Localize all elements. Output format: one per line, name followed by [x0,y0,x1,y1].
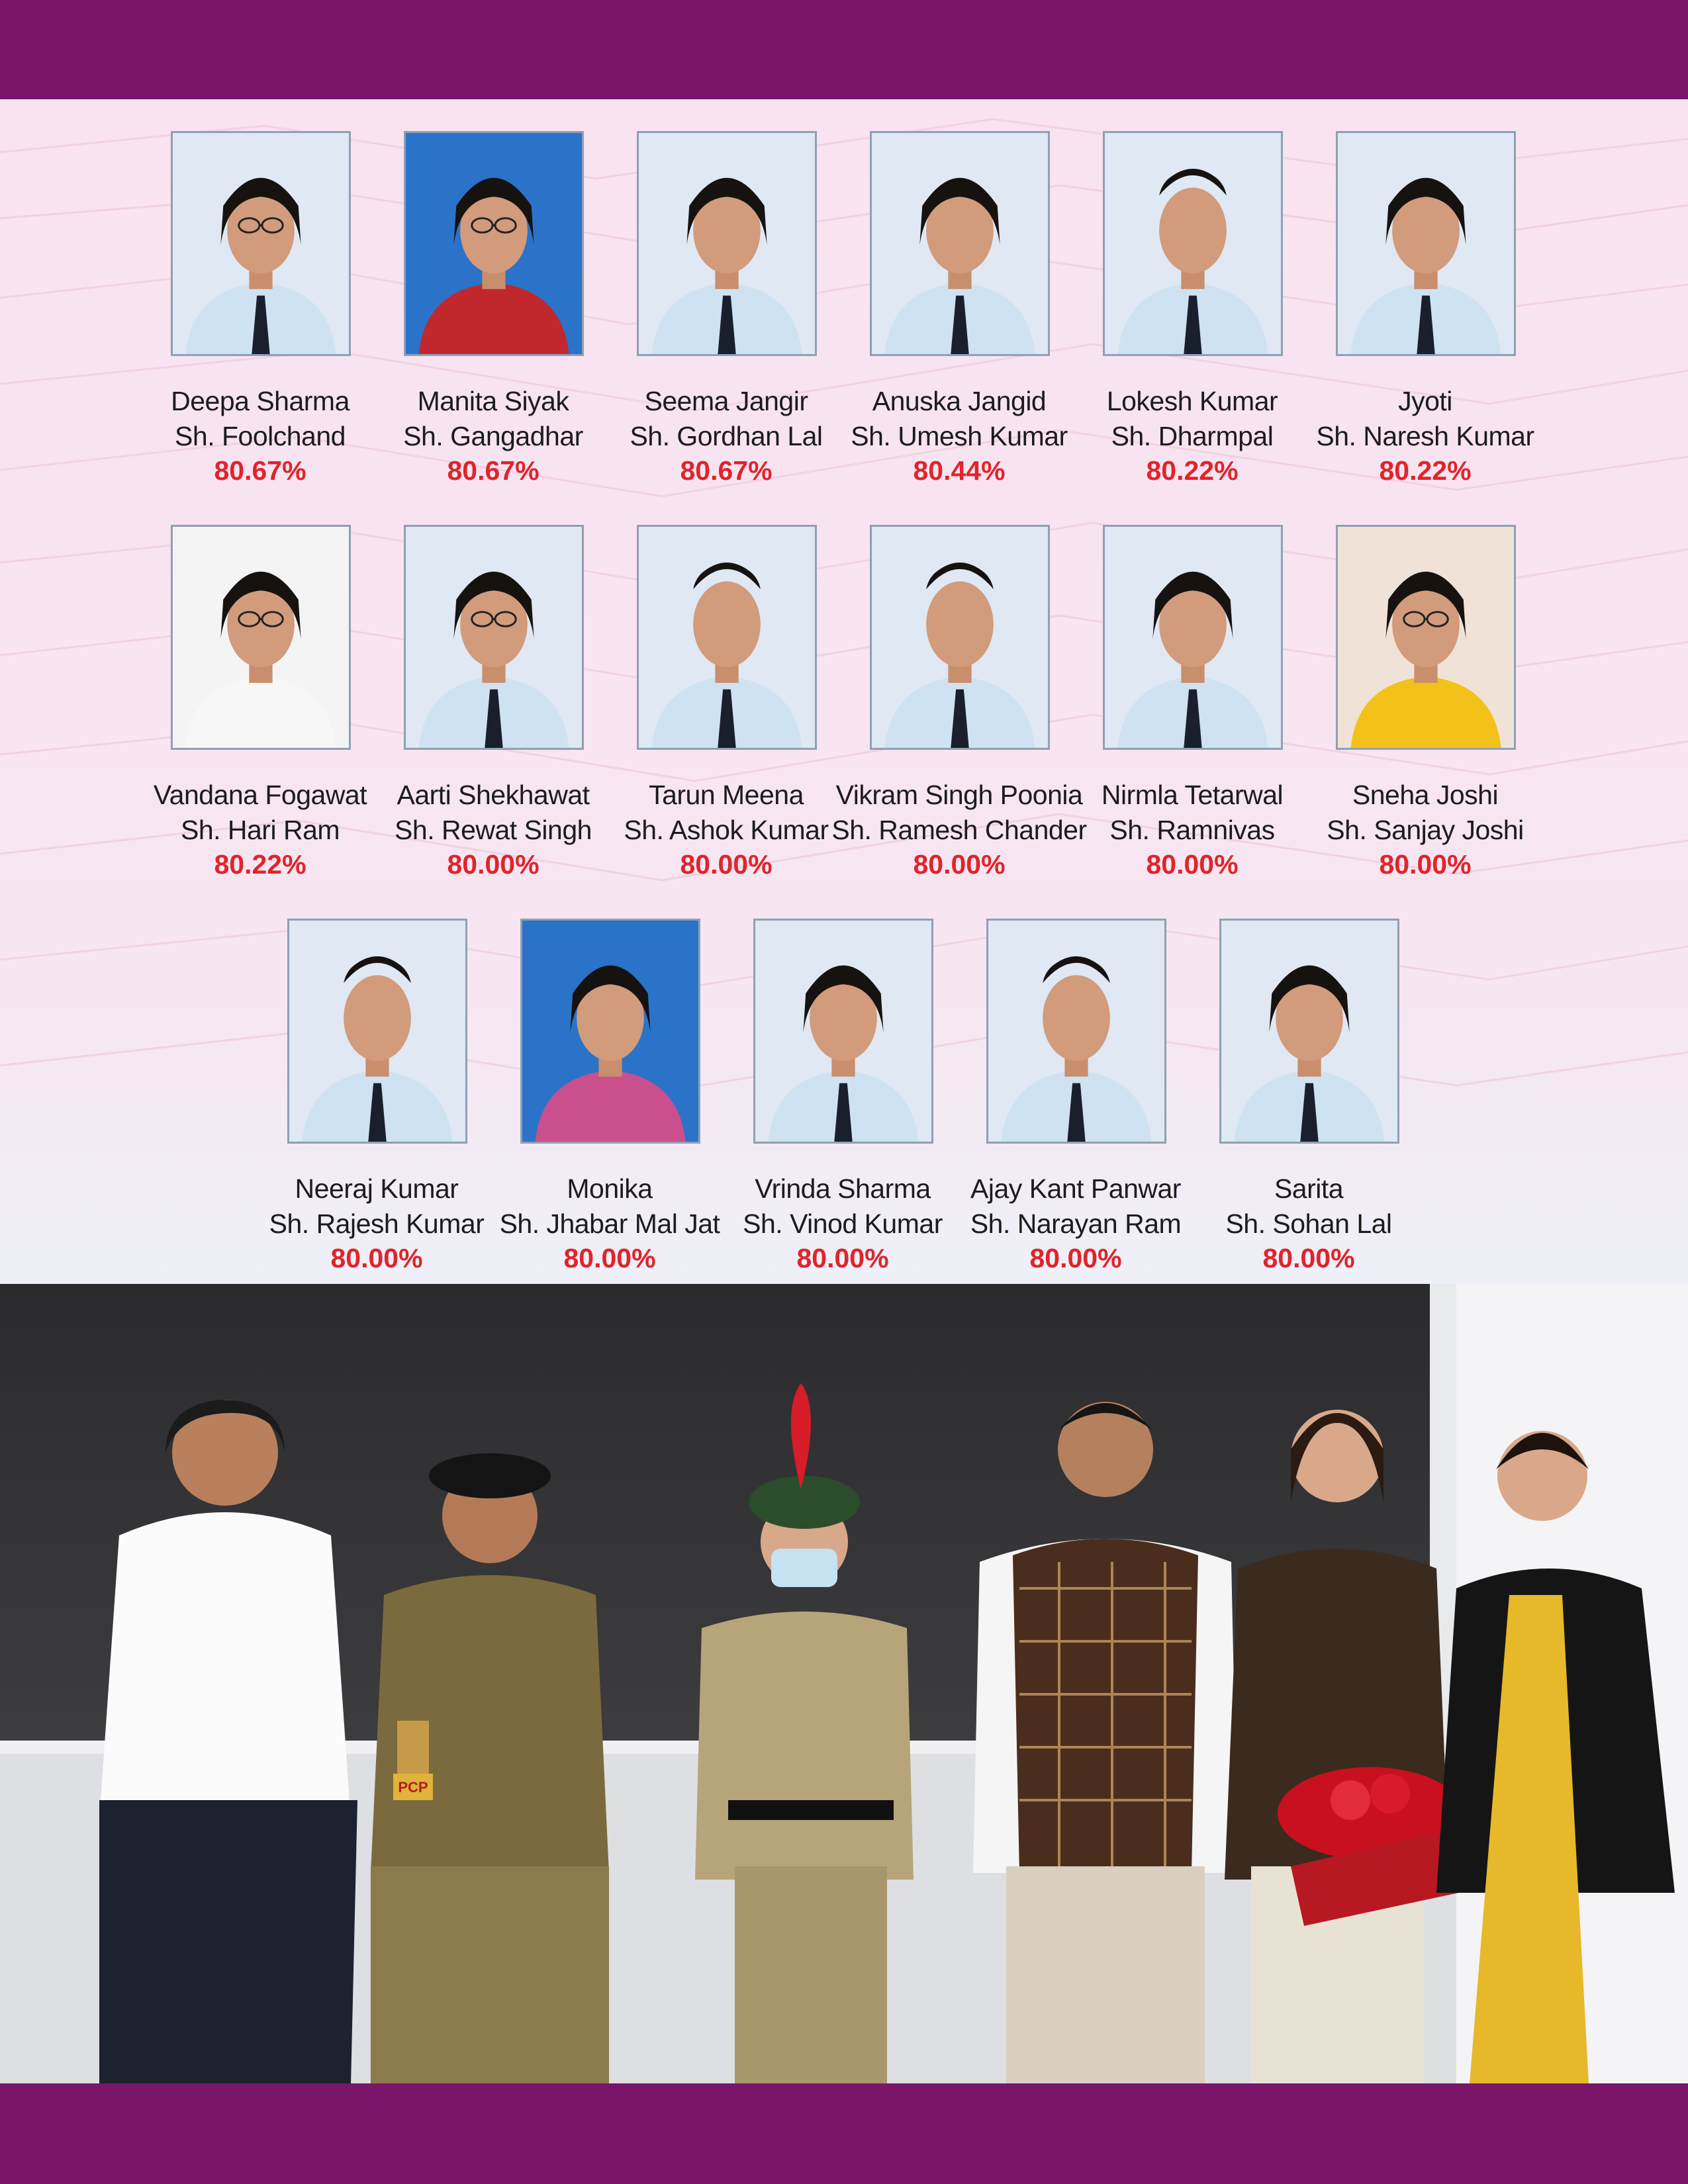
student-photo [753,919,933,1144]
felicitation-photo [0,1284,1688,2083]
father-name: Sh. Gordhan Lal [630,421,823,451]
student-name: Anuska Jangid [872,386,1047,416]
student-name: Monika [567,1173,653,1204]
student-percent: 80.67% [680,455,773,486]
father-name: Sh. Ramnivas [1109,815,1275,845]
student-name: Neeraj Kumar [295,1173,459,1204]
father-name: Sh. Foolchand [175,421,346,451]
student-photo [404,131,584,356]
father-name: Sh. Rewat Singh [395,815,592,845]
student-percent: 80.22% [1379,455,1472,486]
student-photo [637,525,817,750]
student-name: Aarti Shekhawat [397,780,590,810]
event-photo [0,1284,1688,2083]
student-photo [1103,525,1283,750]
father-name: Sh. Umesh Kumar [851,421,1068,451]
toppers-page [0,99,1688,2083]
top-band [0,0,1688,99]
student-name: Seema Jangir [644,386,808,416]
father-name: Sh. Sanjay Joshi [1327,815,1524,845]
student-name: Deepa Sharma [171,386,350,416]
student-percent: 80.00% [1029,1243,1122,1273]
student-percent: 80.00% [1379,849,1472,880]
student-photo [171,131,351,356]
father-name: Sh. Vinod Kumar [743,1208,943,1239]
student-name: Sarita [1274,1173,1344,1204]
father-name: Sh. Gangadhar [403,421,583,451]
student-percent: 80.22% [214,849,306,880]
father-name: Sh. Narayan Ram [970,1208,1182,1239]
student-percent: 80.44% [913,455,1006,486]
student-name: Jyoti [1398,386,1452,416]
father-name: Sh. Naresh Kumar [1316,421,1534,451]
student-photo [404,525,584,750]
father-name: Sh. Jhabar Mal Jat [499,1208,720,1239]
student-percent: 80.00% [563,1243,656,1273]
bottom-band [0,2083,1688,2184]
student-name: Manita Siyak [417,386,569,416]
student-percent: 80.00% [1262,1243,1355,1273]
student-name: Vikram Singh Poonia [835,780,1083,810]
father-name: Sh. Ramesh Chander [831,815,1087,845]
student-name: Ajay Kant Panwar [970,1173,1181,1204]
student-photo [870,525,1050,750]
father-name: Sh. Dharmpal [1111,421,1274,451]
student-photo [1336,525,1516,750]
student-photo [1336,131,1516,356]
student-percent: 80.00% [913,849,1006,880]
student-percent: 80.00% [1146,849,1239,880]
trophy-label: PCP [398,1779,428,1796]
student-photo [637,131,817,356]
student-name: Vrinda Sharma [755,1173,931,1204]
father-name: Sh. Ashok Kumar [624,815,829,845]
student-percent: 80.00% [330,1243,423,1273]
student-name: Nirmla Tetarwal [1101,780,1284,810]
student-percent: 80.22% [1146,455,1239,486]
father-name: Sh. Rajesh Kumar [269,1208,485,1239]
student-photo [171,525,351,750]
student-percent: 80.67% [447,455,539,486]
student-percent: 80.00% [447,849,539,880]
student-name: Sneha Joshi [1352,780,1499,810]
student-photo [870,131,1050,356]
student-photo [287,919,467,1144]
student-percent: 80.00% [680,849,773,880]
student-photo [1219,919,1399,1144]
student-name: Lokesh Kumar [1106,386,1278,416]
student-photo [986,919,1166,1144]
student-percent: 80.00% [796,1243,889,1273]
student-name: Tarun Meena [649,780,804,810]
student-photo [1103,131,1283,356]
student-photo [520,919,700,1144]
student-percent: 80.67% [214,455,306,486]
father-name: Sh. Hari Ram [180,815,340,845]
student-name: Vandana Fogawat [153,780,367,810]
father-name: Sh. Sohan Lal [1225,1208,1392,1239]
